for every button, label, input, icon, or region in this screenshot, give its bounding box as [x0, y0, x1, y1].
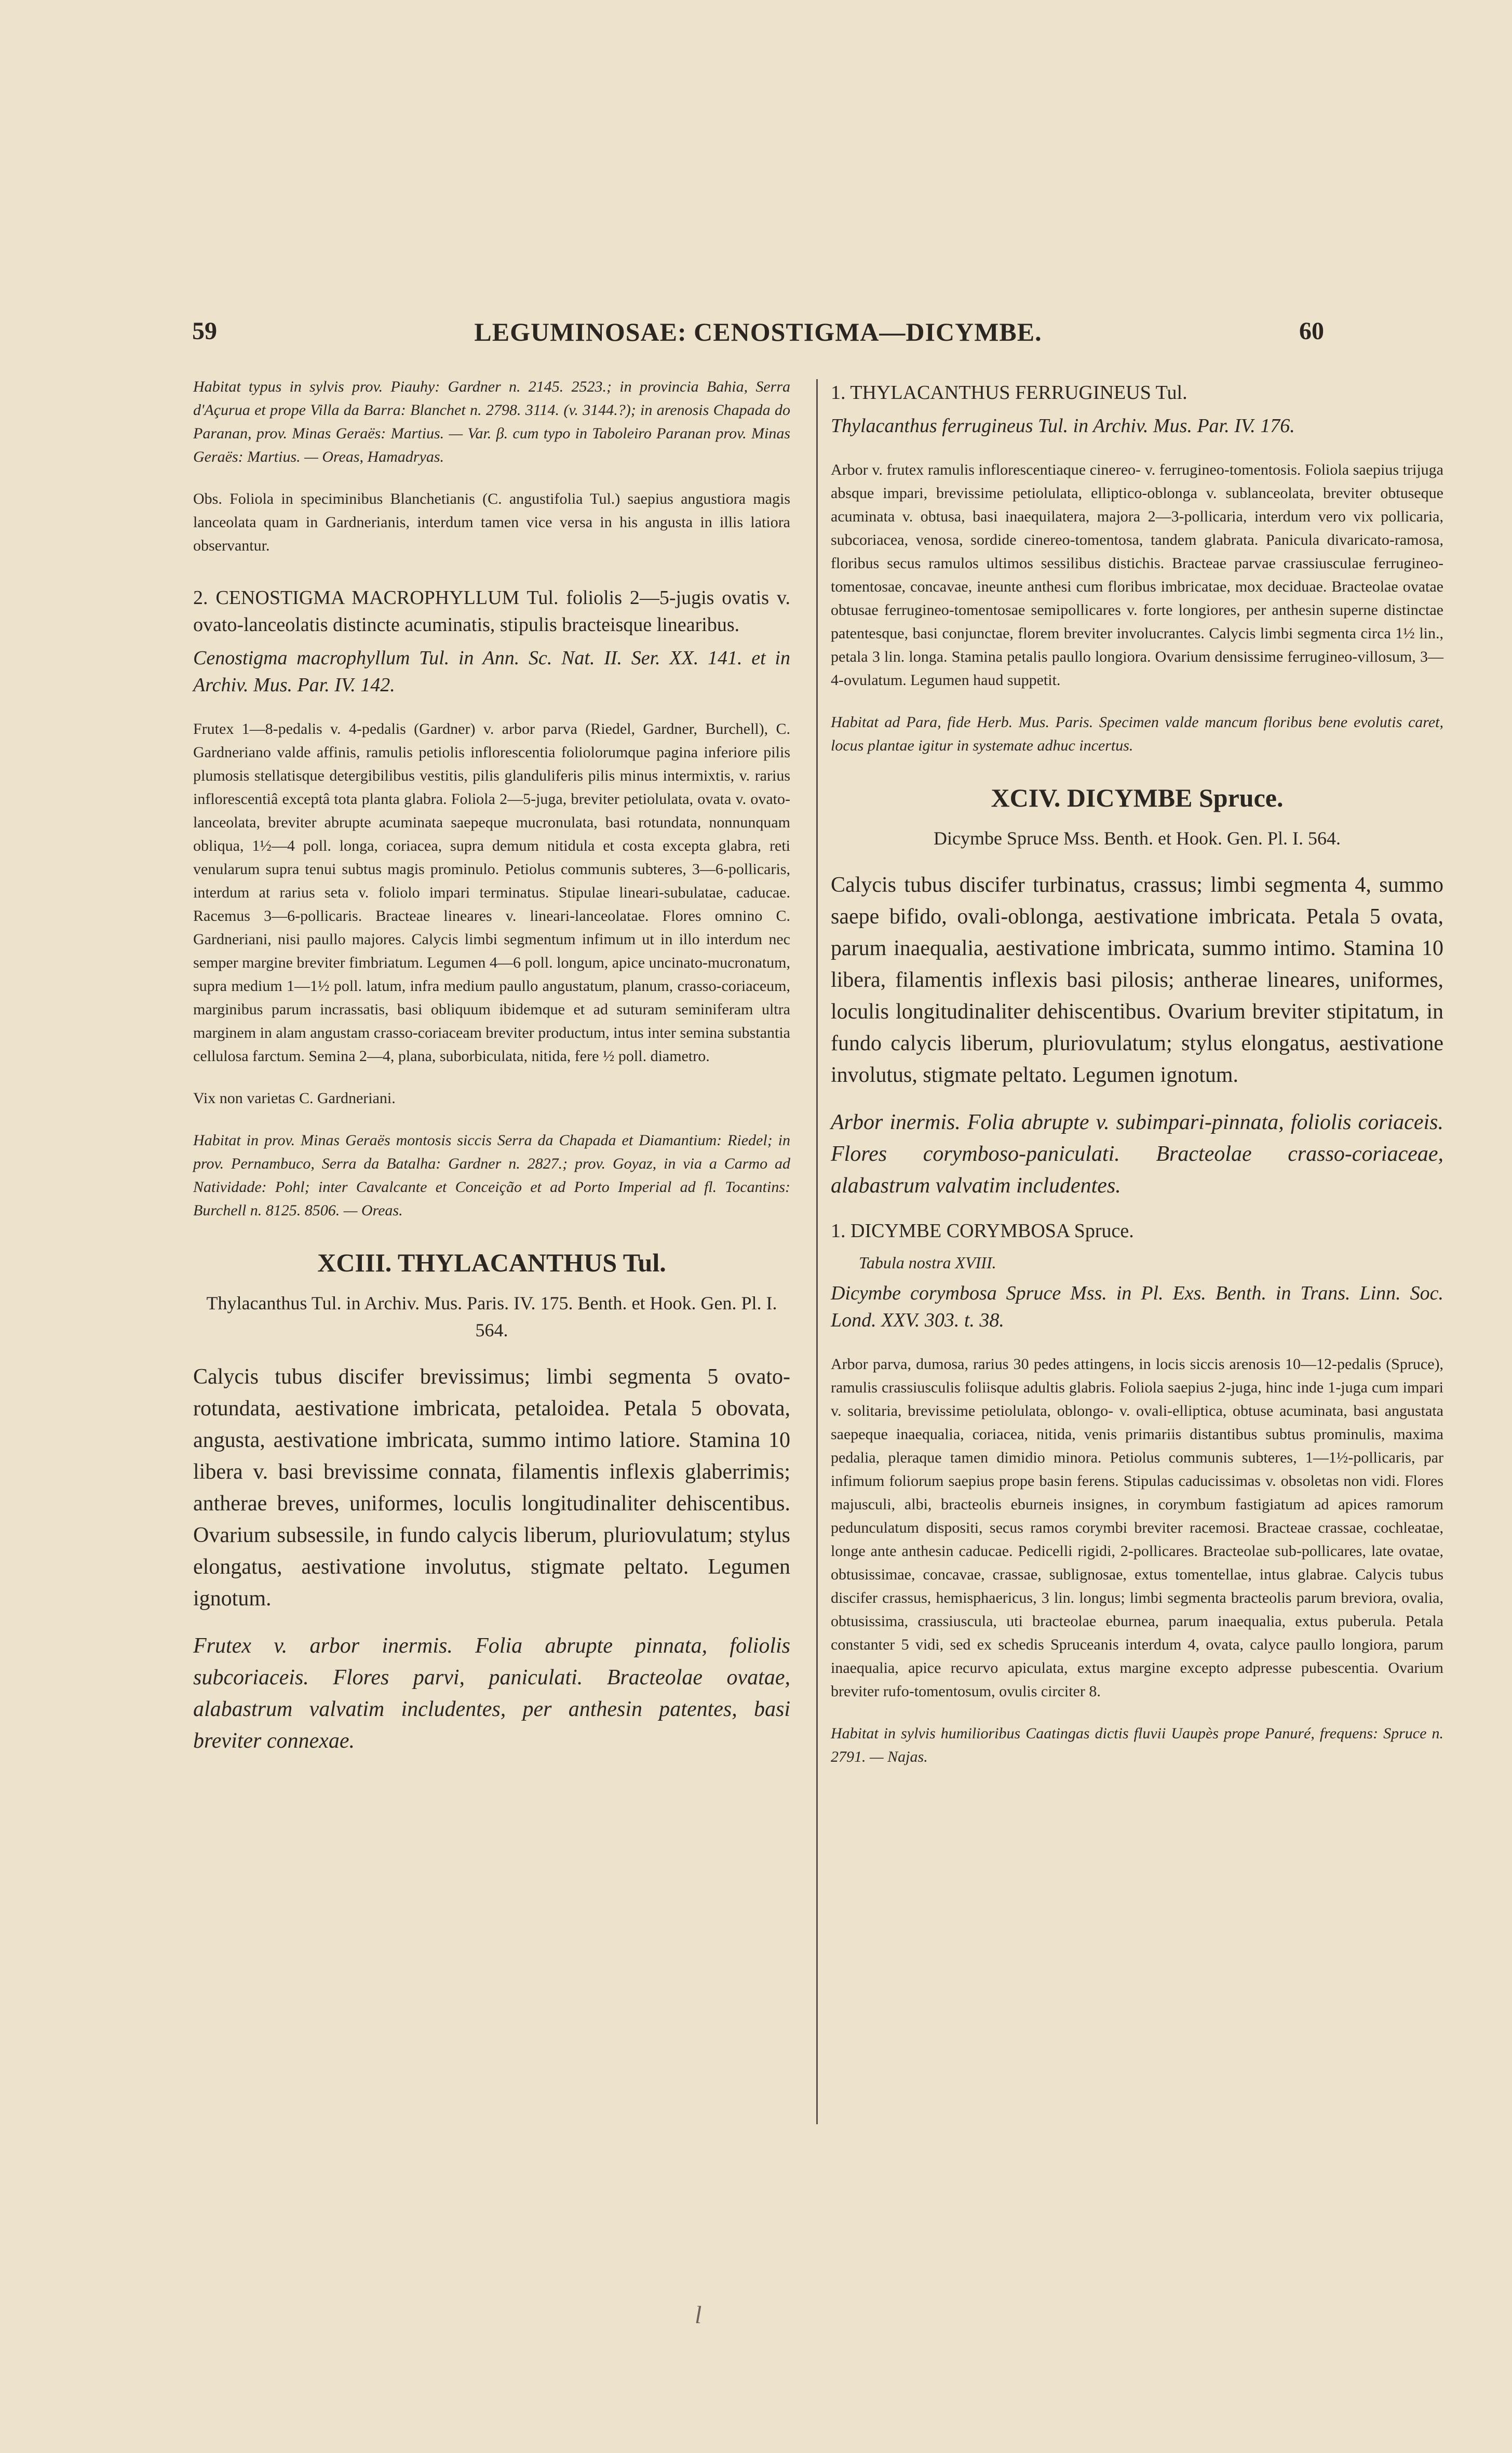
species-description: Arbor parva, dumosa, rarius 30 pedes attingens, in locis siccis arenosis 10—12-pedalis (Spruce), ramulis crassiusculis foliisque adultis glabris. Foliola saepius 2-juga, hinc inde 1-juga cum impari v. solitaria, brevissime petiolulata, oblongo- v. ovali-elliptica, obtuse acuminata, basi angustata saepeque inaequalia, coriacea, nitida, venis primariis distantibus subtus prominulis, maxima pedalia, pleraque tamen dimidio minora. Petiolus communis subteres, 1—1½-pollicaris, par infimum foliorum saepius prope basin ferens. Stipulas caducissimas v. obsoletas non vidi. Flores majusculi, albi, bracteolis eburneis insignes, in corymbum fastigiatum ad apices ramorum pedunculatum dispositi, secus ramos corymbi breviter racemosi. Bracteae crassae, cochleatae, longe ante anthesin caducae. Pedicelli rigidi, 2-pollicares. Bracteolae sub-pollicares, late ovatae, obtusissimae, concavae, crassae, sublignosae, extus tomentellae, intus glabrae. Calycis tubus discifer crassus, hemisphaericus, 3 lin. longus; limbi segmenta bracteolis parum breviora, ovalia, obtusissima, crassiuscula, uti bracteolae eburnea, parum inaequalia, extus puberula. Petala constanter 5 vidi, sed ex schedis Spruceanis interdum 4, ovata, calyce paullo longiora, parum inaequalia, apice recurvo apiculata, extus margine excepto adpresse pubescentia. Ovarium breviter rufo-tomentosum, ovulis circiter 8.: [831, 1356, 1443, 1700]
habitat-paragraph: Habitat in prov. Minas Geraës montosis siccis Serra da Chapada et Diamantium: Riedel; in prov. Pernambuco, Serra da Batalha: Gardner n. 2827.; prov. Goyaz, in via a Carmo ad Natividade: Pohl; inter Cavalcante et Conceição et ad Porto Imperial ad fl. Tocantins: Burchell n. 8125. 8506. — Oreas.: [193, 1132, 790, 1219]
synonym-citation: Thylacanthus ferrugineus Tul. in Archiv. Mus. Par. IV. 176.: [831, 415, 1295, 437]
genus-description: Calycis tubus discifer turbinatus, crassus; limbi segmenta 4, summo saepe bifido, ovali-oblonga, aestivatione imbricata. Petala 5 ovata, parum inaequalia, aestivatione imbricata, summo intimo. Stamina 10 libera, filamentis inflexis basi pilosis; antherae lineares, uniformes, loculis longitudinaliter dehiscentibus. Ovarium breviter stipitatum, in fundo calycis liberum, pluriovulatum; stylus elongatus, aestivatione involutus, stigmate peltato. Legumen ignotum.: [831, 873, 1443, 1087]
synonym-citation: Dicymbe corymbosa Spruce Mss. in Pl. Exs. Benth. in Trans. Linn. Soc. Lond. XXV. 303. t. 38.: [831, 1282, 1443, 1331]
running-title: LEGUMINOSAE: CENOSTIGMA—DICYMBE.: [474, 317, 1042, 346]
observation-paragraph: Obs. Foliola in speciminibus Blanchetianis (C. angustifolia Tul.) saepius angustiora magis lanceolata quam in Gardnerianis, interdum tamen vice versa in his angusta in illis latiora observantur.: [193, 490, 790, 554]
plate-reference: Tabula nostra XVIII.: [859, 1253, 996, 1272]
page-number-left: 59: [192, 317, 217, 345]
habitat-paragraph: Habitat in sylvis humilioribus Caatingas dictis fluvii Uaupès prope Panuré, frequens: Spruce n. 2791. — Najas.: [831, 1725, 1443, 1765]
species-heading: 1. THYLACANTHUS FERRUGINEUS Tul.: [831, 382, 1187, 404]
species-description: Frutex 1—8-pedalis v. 4-pedalis (Gardner) v. arbor parva (Riedel, Gardner, Burchell), C. Gardneriano valde affinis, ramulis petiolis inflorescentia foliolorumque pagina inferiore pilis plumosis stellatisque detergibilibus vestitis, pilis glanduliferis pilis minus intermixtis, v. rarius inflorescentiâ exceptâ tota planta glabra. Foliola 2—5-juga, breviter petiolulata, ovata v. ovato-lanceolata, breviter abrupte acuminata saepeque mucronulata, basi rotundata, nonnunquam obliqua, 1½—4 poll. longa, coriacea, supra demum nitidula et costa excepta glabra, reti venularum supra tenui subtus magis prominulo. Petiolus communis subteres, 3—6-pollicaris, interdum at rarius seta v. foliolo impari terminatus. Stipulae lineari-subulatae, caducae. Racemus 3—6-pollicaris. Bracteae lineares v. lineari-lanceolatae. Flores omnino C. Gardneriani, nisi paullo majores. Calycis limbi segmentum infimum ut in illo interdum nec semper margine breviter fimbriatum. Legumen 4—6 poll. longum, apice uncinato-mucronatum, supra medium 1—1½ poll. latum, infra medium paullo angustatum, planum, crasso-coriaceum, marginibus parum incrassatis, basi obliquum ibidemque et ad suturam seminiferam ultra marginem in alam angustam crasso-coriaceam breviter productum, intus inter semina substantia cellulosa farctum. Semina 2—4, plana, suborbiculata, nitida, fere ½ poll. diametro.: [193, 720, 790, 1065]
habitat-paragraph: Habitat ad Para, fide Herb. Mus. Paris. Specimen valde mancum floribus bene evolutis caret, locus plantae igitur in systemate adhuc incertus.: [831, 714, 1443, 754]
synonym-citation: Cenostigma macrophyllum Tul. in Ann. Sc. Nat. II. Ser. XX. 141. et in Archiv. Mus. Par. IV. 142.: [193, 647, 790, 696]
footer-mark: l: [695, 2301, 702, 2329]
genus-habit: Frutex v. arbor inermis. Folia abrupte pinnata, foliolis subcoriaceis. Flores parvi, paniculati. Bracteolae ovatae, alabastrum valvatim includentes, per anthesin patentes, basi breviter connexae.: [193, 1634, 790, 1753]
page-header: [192, 317, 1324, 364]
genus-synonym: Thylacanthus Tul. in Archiv. Mus. Paris. IV. 175. Benth. et Hook. Gen. Pl. I. 564.: [206, 1293, 777, 1341]
habitat-paragraph: Habitat typus in sylvis prov. Piauhy: Gardner n. 2145. 2523.; in provincia Bahia, Serra d'Açurua et prope Villa da Barra: Blanchet n. 2798. 3114. (v. 3144.?); in arenosis Chapada do Paranan, prov. Minas Geraës: Martius. — Var. β. cum typo in Taboleiro Paranan prov. Minas Geraës: Martius. — Oreas, Hamadryas.: [193, 378, 790, 465]
species-description: Arbor v. frutex ramulis inflorescentiaque cinereo- v. ferrugineo-tomentosis. Foliola saepius trijuga absque impari, brevissime petiolulata, elliptico-oblonga v. sublanceolata, breviter obtuseque acuminata v. obtusa, basi inaequilatera, majora 2—3-pollicaria, interdum vero vix pollicaria, subcoriacea, venosa, sordide cinereo-tomentosa, tandem glabrata. Panicula divaricato-ramosa, floribus secus ramulos ultimos sessilibus distichis. Bracteae parvae crassiusculae ferrugineo-tomentosae, concavae, ineunte anthesi cum floribus imbricatae, mox deciduae. Bracteolae ovatae obtusae ferrugineo-tomentosae semipollicares v. forte longiores, per anthesin superne distinctae patentesque, basi conjunctae, florem breviter involucrantes. Calycis limbi segmenta circa 1½ lin., petala 3 lin. longa. Stamina petalis paullo longiora. Ovarium densissime ferrugineo-villosum, 3—4-ovulatum. Legumen haud suppetit.: [831, 461, 1443, 689]
genus-heading: XCIV. DICYMBE Spruce.: [991, 783, 1284, 812]
genus-synonym: Dicymbe Spruce Mss. Benth. et Hook. Gen. Pl. I. 564.: [934, 828, 1341, 849]
genus-description: Calycis tubus discifer brevissimus; limbi segmenta 5 ovato-rotundata, aestivatione imbricata, petaloidea. Petala 5 obovata, angusta, aestivatione imbricata, summo intimo latiore. Stamina 10 libera v. basi brevissime connata, filamentis inflexis glaberrimis; antherae breves, uniformes, loculis longitudinaliter dehiscentibus. Ovarium subsessile, in fundo calycis liberum, pluriovulatum; stylus elongatus, aestivatione involutus, stigmate peltato. Legumen ignotum.: [193, 1365, 790, 1611]
genus-heading: XCIII. THYLACANTHUS Tul.: [317, 1248, 666, 1277]
genus-habit: Arbor inermis. Folia abrupte v. subimpari-pinnata, foliolis coriaceis. Flores corymboso-paniculati. Bracteolae crasso-coriaceae, alabastrum valvatim includentes.: [831, 1110, 1443, 1198]
species-heading: 2. CENOSTIGMA MACROPHYLLUM Tul. foliolis 2—5-jugis ovatis v. ovato-lanceolatis distincte acuminatis, stipulis bracteisque linearibus.: [193, 587, 790, 636]
variety-note: Vix non varietas C. Gardneriani.: [193, 1090, 396, 1107]
right-column: [831, 375, 1443, 1787]
column-divider: [816, 379, 818, 2124]
page-number-right: 60: [1299, 317, 1324, 345]
left-column: [193, 375, 790, 1773]
species-heading: 1. DICYMBE CORYMBOSA Spruce.: [831, 1220, 1134, 1242]
